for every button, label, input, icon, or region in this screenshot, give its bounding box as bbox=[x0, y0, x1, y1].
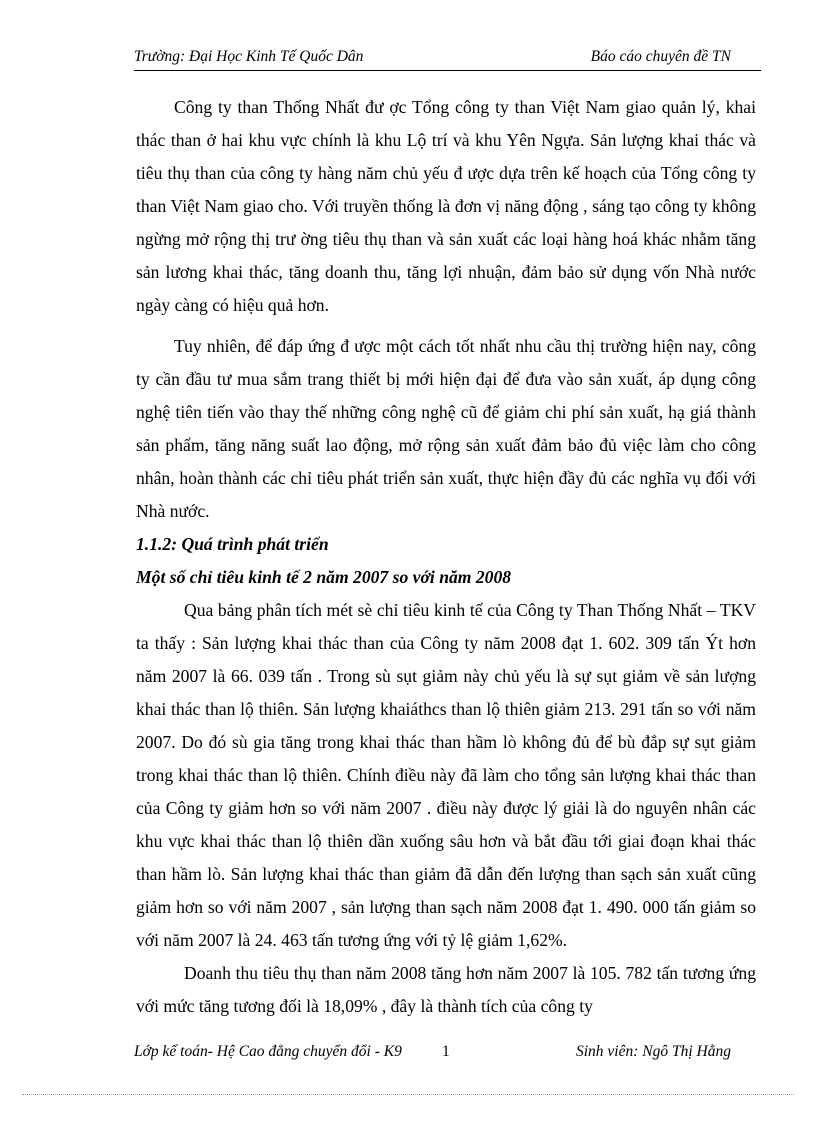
page-header bbox=[134, 48, 761, 70]
header-divider bbox=[134, 70, 761, 71]
section-heading: 1.1.2: Quá trình phát triển bbox=[136, 534, 329, 554]
header-report-title: Báo cáo chuyên đề TN bbox=[590, 48, 731, 65]
page-footer bbox=[134, 1043, 761, 1065]
page-bottom-border bbox=[22, 1094, 794, 1095]
page-number: 1 bbox=[442, 1043, 450, 1060]
paragraph-company-intro: Công ty than Thống Nhất đư ợc Tổng công ty than Việt Nam giao quản lý, khai thác than ở hai khu vực chính là khu Lộ trí và khu Yên Ngựa. Sản lượng khai thác và tiêu thụ than của công ty hàng năm chủ yếu đ ược dựa trên kế hoạch của Tổng công ty than Việt Nam giao cho. Với truyền thống là đơn vị năng động , sáng tạo công ty không ngừng mở rộng thị trư ờng tiêu thụ than và sản xuất các loại hàng hoá khác nhằm tăng sản lương khai thác, tăng doanh thu, tăng lợi nhuận, đảm bảo sử dụng vốn Nhà nước ngày càng có hiệu quả hơn. bbox=[136, 97, 756, 315]
footer-class: Lớp kế toán- Hệ Cao đẳng chuyển đổi - K9 bbox=[134, 1043, 402, 1060]
paragraph-revenue: Doanh thu tiêu thụ than năm 2008 tăng hơn năm 2007 là 105. 782 tấn tương ứng với mức tăng tương đối là 18,09% , đây là thành tích của công ty bbox=[136, 963, 756, 1016]
document-body bbox=[136, 91, 756, 1023]
paragraph-investment: Tuy nhiên, để đáp ứng đ ược một cách tốt nhất nhu cầu thị trường hiện nay, công ty cần đầu tư mua sắm trang thiết bị mới hiện đại để đưa vào sản xuất, áp dụng công nghệ tiên tiến vào thay thế những công nghệ cũ để giảm chi phí sản xuất, hạ giá thành sản phẩm, tăng năng suất lao động, mở rộng sản xuất đảm bảo đủ việc làm cho công nhân, hoàn thành các chỉ tiêu phát triển sản xuất, thực hiện đầy đủ các nghĩa vụ đối với Nhà nước. bbox=[136, 336, 756, 521]
paragraph-analysis: Qua bảng phân tích mét sè chỉ tiêu kinh tế của Công ty Than Thống Nhất – TKV ta thấy : Sản lượng khai thác than của Công ty năm 2008 đạt 1. 602. 309 tấn Ýt hơn năm 2007 là 66. 039 tấn . Trong sù sụt giảm này chủ yếu là sự sụt giảm về sản lượng khai thác than lộ thiên. Sản lượng khaiáthcs than lộ thiên giảm 213. 291 tấn so với năm 2007. Do đó sù gia tăng trong khai thác than hầm lò không đủ để bù đắp sự sụt giảm trong khai thác than lộ thiên. Chính điều này đã làm cho tổng sản lượng khai thác than của Công ty giảm hơn so với năm 2007 . điều này được lý giải là do nguyên nhân các khu vực khai thác than lộ thiên dần xuống sâu hơn và bắt đầu tới giai đoạn khai thác than hầm lò. Sản lượng khai thác than giảm đã dẫn đến lượng than sạch sản xuất cũng giảm hơn so với năm 2007 , sản lượng than sạch năm 2008 đạt 1. 490. 000 tấn giảm so với năm 2007 là 24. 463 tấn tương ứng với tỷ lệ giảm 1,62%. bbox=[136, 600, 756, 950]
footer-student: Sinh viên: Ngô Thị Hằng bbox=[576, 1043, 731, 1060]
header-school: Trường: Đại Học Kinh Tế Quốc Dân bbox=[134, 48, 364, 65]
subsection-heading: Một số chỉ tiêu kinh tế 2 năm 2007 so với năm 2008 bbox=[136, 567, 512, 587]
